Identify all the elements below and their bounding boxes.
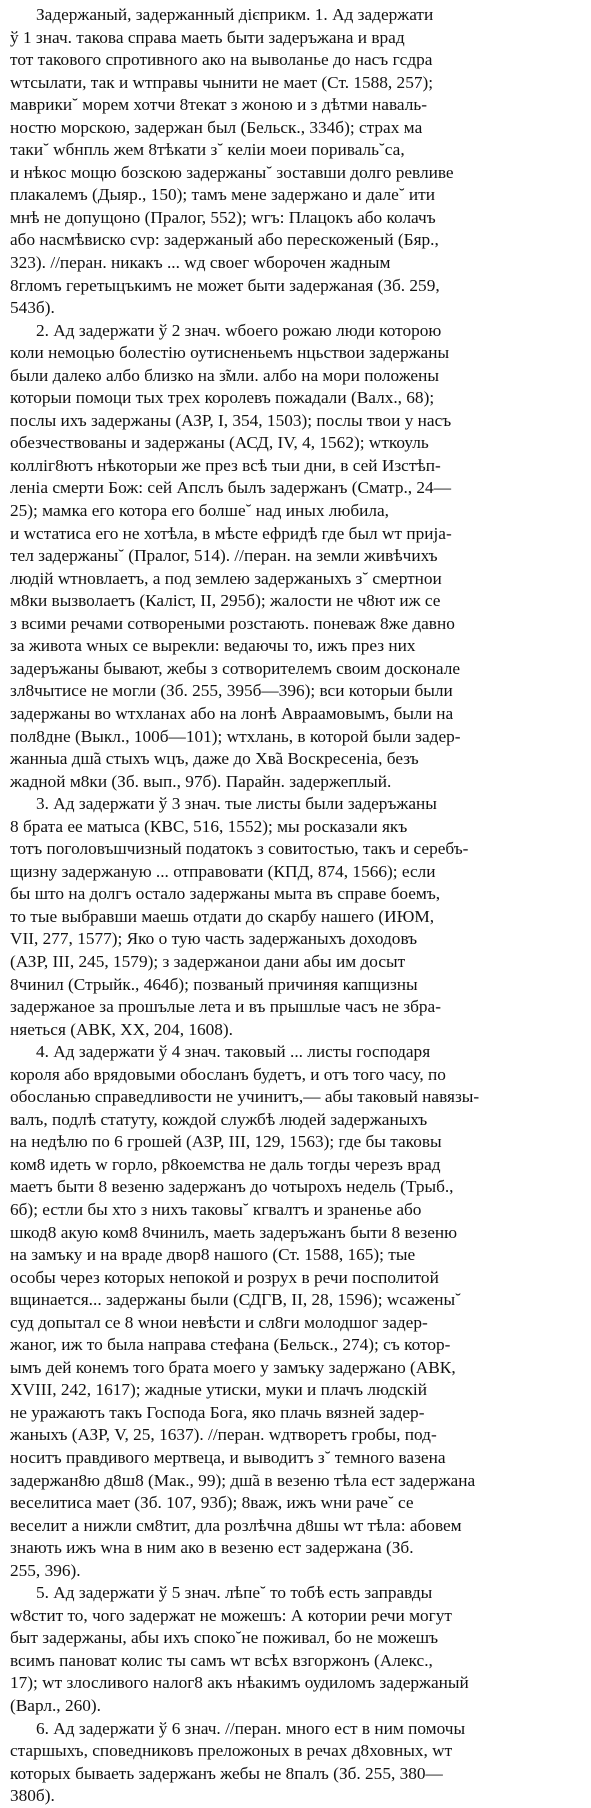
text-line: жадной м8ки (Зб. вып., 97б). Парайн. задержеплый. [10, 771, 392, 791]
text-line: XVIII, 242, 1617); жадные утиски, муки и плачъ людскій [10, 1380, 427, 1400]
text-line: то тые выбравши маешь отдати до скарбу нашего (ИЮМ, [10, 906, 435, 926]
text-line: пол8дне (Выкл., 100б—101); wтхлань, в которой были задер- [10, 726, 461, 746]
text-line: задержаны во wтхланах або на лонѣ Авраамовымъ, были на [10, 703, 454, 723]
text-line: вщинается... задержаны были (СДГВ, II, 28, 1596); wсажены˘ [10, 1290, 461, 1310]
text-line: обезчествованы и задержаны (АСД, IV, 4, 1562); wткоуль [10, 433, 429, 453]
text-line: веселит а нижли см8тит, дла розлѣчна д8шы wт тѣла: абовем [10, 1515, 462, 1535]
text-line: и wстатиса его не хотѣла, в мѣсте ефридѣ где был wт прија- [10, 523, 452, 543]
text-line: 8гломъ геретыцъкимъ не может быти задержаная (Зб. 259, [10, 275, 440, 295]
entry-paragraph-3 [10, 793, 581, 1041]
text-line: леніа смерти Бож: сей Апслъ былъ задержанъ (Сматр., 24— [10, 478, 451, 498]
text-line: VII, 277, 1577); Яко о тую часть задержаныхъ доходовъ [10, 929, 418, 949]
text-line: знають ижъ wна в ним ако в везеню ест задержана (Зб. [10, 1538, 414, 1558]
text-line: 543б). [10, 298, 55, 318]
text-line: маетъ быти 8 везеню задержанъ до чотырохъ недель (Трыб., [10, 1177, 454, 1197]
text-line: мнѣ не допущоно (Пралог, 552); wгъ: Плацокъ або колачъ [10, 207, 436, 227]
text-line: 17); wт злосливого налог8 акъ нѣакимъ оудиломъ задержаный [10, 1673, 469, 1693]
text-line: быт задержаны, абы ихъ споко˘не поживал, бо не можешъ [10, 1628, 439, 1648]
text-line: жаног, иж то была направа стефана (Бельск., 274); съ котор- [10, 1335, 451, 1355]
text-line: або насмѣвиско сvр: задержаный або перескоженый (Бяр., [10, 230, 439, 250]
text-line: и нѣкос мощю бозскою задержаны˘ зоставши долго ревливе [10, 162, 454, 182]
text-line: особы через которых непокой и розрух в речи посполитой [10, 1267, 439, 1287]
text-line: 6. Ад задержати ў 6 знач. //перан. много ест в ним помочы [36, 1718, 466, 1738]
text-line: (АЗР, III, 245, 1579); з задержанои дани абы им досыт [10, 951, 406, 971]
text-line: коли немоцью болестію оутисненьемъ нцьствои задержаны [10, 343, 450, 363]
text-line: жаныхъ (АЗР, V, 25, 1637). //перан. wдтворетъ гробы, под- [10, 1425, 437, 1445]
text-line: 6б); естли бы хто з нихъ таковы˘ кгвалтъ и зраненье або [10, 1199, 422, 1219]
text-line: не уражаютъ такъ Господа Бога, яко плачь вязней задер- [10, 1402, 425, 1422]
text-line: колліг8ютъ нѣкоторыи же през всѣ тыи дни, в сей Изстѣп- [10, 455, 441, 475]
text-line: таки˘ wбнпль жем 8тѣкати з˘ келіи моеи пориваль˘са, [10, 140, 405, 160]
text-line: 25); мамка его котора его болше˘ над иных любила, [10, 501, 389, 521]
text-line: зл8чытисе не могли (Зб. 255, 395б—396); вси которыи были [10, 681, 453, 701]
text-line: ком8 идеть w горло, р8коемства не даль тогды черезъ врад [10, 1154, 441, 1174]
text-line: 323). //перан. никакъ ... wд своег wборочен жадным [10, 253, 391, 273]
text-line: (Варл., 260). [10, 1696, 101, 1716]
text-line: короля або врядовыми обосланъ будетъ, и отъ того часу, по [10, 1064, 446, 1084]
entry-paragraph-headword [10, 4, 581, 320]
text-line: жанныа дш̃а стыхъ wцъ, даже до Хв̃а Воскресеніа, безъ [10, 749, 419, 769]
text-line: которыи помоци тых трех королевъ пожадали (Валх., 68); [10, 388, 435, 408]
text-line: веселитиса мает (Зб. 107, 93б); 8важ, ижъ wни раче˘ се [10, 1493, 414, 1513]
text-line: послы ихъ задержаны (АЗР, I, 354, 1503); послы твои у насъ [10, 410, 452, 430]
text-line: ымъ дей конемъ того брата моего у замъку задержано (АВК, [10, 1357, 456, 1377]
text-line: тотъ поголовъшчизный податокъ з совитостью, такъ и серебъ- [10, 839, 469, 859]
text-line: носитъ правдивого мертвеца, и выводитъ з˘ темного вазена [10, 1448, 446, 1467]
text-line: з всими речами сотвореными розстають. поневаж 8же давно [10, 613, 455, 633]
text-line: 8 брата ее матыса (КВС, 516, 1552); мы росказали якъ [10, 816, 408, 836]
text-line: суд допытал се 8 wнои невѣсти и сл8ги молодшог задер- [10, 1312, 428, 1332]
text-line: задержан8ю д8ш8 (Мак., 99); дш̃а в везеню тѣла ест задержана [10, 1470, 476, 1490]
entry-paragraph-4 [10, 1041, 581, 1582]
text-line: валъ, подлѣ статуту, кождой службѣ людей задержаныхъ [10, 1109, 428, 1129]
text-line: которых бываеть задержанъ жебы не 8палъ (Зб. 255, 380— [10, 1763, 443, 1783]
text-line: шкод8 акую ком8 8чинилъ, маеть задеръжанъ быти 8 везеню [10, 1222, 458, 1242]
text-line: задержаное за прошълые лета и въ прышлые часъ не збра- [10, 997, 441, 1017]
text-line: м8ки вызволаетъ (Каліст, II, 295б); жалости не ч8ют иж се [10, 591, 441, 611]
text-line: щизну задержаную ... отправовати (КПД, 874, 1566); если [10, 861, 436, 881]
text-line: ностю морскою, задержан был (Бельск., 334б); страх мa [10, 117, 423, 137]
text-line: Задержаный, задержанный дієприкм. 1. Ад задержати [36, 5, 434, 24]
entry-paragraph-2 [10, 320, 581, 793]
text-line: тот такового спротивного ако на выволанье до насъ гсдра [10, 50, 433, 70]
text-line: 4. Ад задержати ў 4 знач. таковый ... листы господаря [36, 1042, 431, 1062]
text-line: обосланью справедливости не учинитъ,— абы таковый навязы- [10, 1087, 480, 1107]
text-line: 255, 396). [10, 1560, 81, 1580]
text-line: 5. Ад задержати ў 5 знач. лѣпе˘ то тобѣ есть заправды [36, 1583, 433, 1603]
text-line: 3. Ад задержати ў 3 знач. тые листы были задеръжаны [36, 794, 437, 814]
text-line: за живота wных се вырекли: ведаючы то, ижъ през них [10, 636, 416, 656]
text-line: на недѣлю по 6 грошей (АЗР, III, 129, 1563); где бы таковы [10, 1132, 442, 1152]
entry-paragraph-6 [10, 1718, 581, 1808]
text-line: людій wтновлаетъ, а под землею задержаныхъ з˘ смертнои [10, 568, 442, 588]
text-line: были далеко албо близко на з̃мли. албо на мори положены [10, 365, 439, 385]
text-line: wтсылати, так и wтправы чынити не мает (Ст. 1588, 257); [10, 72, 434, 92]
text-line: маврики˘ морем хотчи 8текат з жоною и з дѣтми наваль- [10, 95, 427, 115]
text-line: плакалемъ (Дыяр., 150); тамъ мене задержано и дале˘ ити [10, 185, 435, 205]
entry-paragraph-5 [10, 1582, 581, 1717]
text-line: старшыхъ, споведниковъ преложоных в речах д8ховных, wт [10, 1741, 453, 1761]
text-line: тел задержаны˘ (Пралог, 514). //перан. на земли живѣчихъ [10, 546, 438, 566]
text-line: ў 1 знач. такова справа маеть быти задеръжана и врад [10, 27, 405, 47]
text-line: задеръжаны бывают, жебы з сотворителемъ своим досконале [10, 658, 460, 678]
text-line: на замъку и на враде двор8 нашого (Ст. 1588, 165); тые [10, 1245, 416, 1265]
text-line: w8стит то, чого задержат не можешъ: А котории речи могут [10, 1605, 452, 1625]
text-line: бы што на долгъ остало задержаны мыта въ справе боемъ, [10, 884, 441, 904]
text-line: 2. Ад задержати ў 2 знач. wбоего рожаю люди которою [36, 320, 442, 340]
text-line: всимъ пановат колис ты самъ wт всѣх взгоржонъ (Алекс., [10, 1650, 433, 1670]
text-line: няеться (АВК, XX, 204, 1608). [10, 1019, 233, 1039]
text-line: 8чинил (Стрыйк., 464б); позваный причиняя капщизны [10, 974, 418, 994]
text-line: 380б). [10, 1786, 55, 1806]
